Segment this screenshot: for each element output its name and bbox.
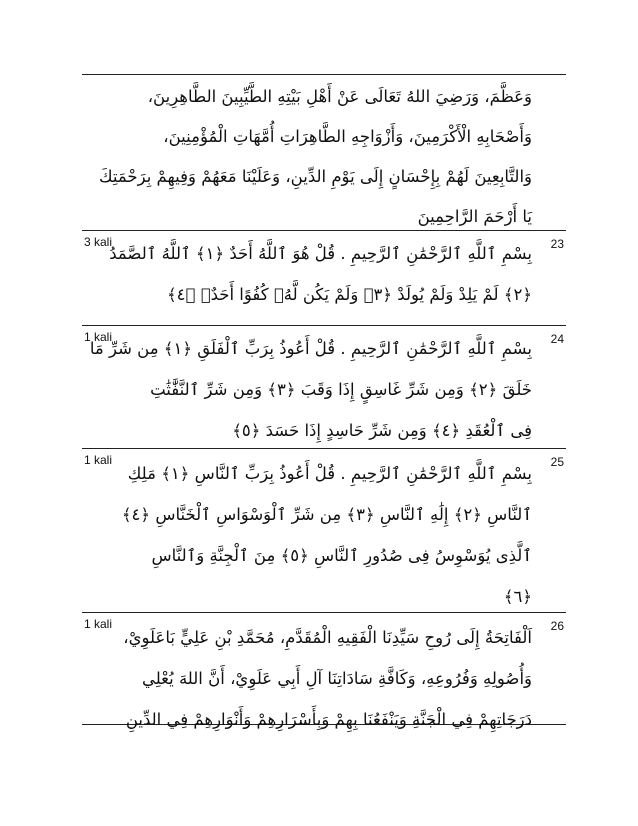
arabic-line: دَرَجَاتِهِمْ فِي الْجَنَّةِ وَيَنْفَعُنَا بِهِمْ وَبِأَسْرَارِهِمْ وَأَنْوَارِهِمْ فِي الدِّينِ bbox=[125, 710, 532, 729]
arabic-line: وَعَظَّمَ، وَرَضِيَ اللهُ تَعَالَى عَنْ أَهْلِ بَيْتِهِ الطَّيِّبِينَ الطَّاهِرِينَ، bbox=[147, 87, 532, 106]
repeat-count: 1 kali bbox=[84, 453, 113, 467]
arabic-line: ﴿٦﴾ bbox=[503, 587, 532, 606]
arabic-line: فِى ٱلْعُقَدِ ﴿٤﴾ وَمِن شَرِّ حَاسِدٍ إِذَا حَسَدَ ﴿٥﴾ bbox=[232, 421, 532, 440]
repeat-count: 1 kali bbox=[84, 617, 113, 631]
arabic-line: بِسْمِ ٱللَّهِ ٱلرَّحْمَٰنِ ٱلرَّحِيمِ . قُلْ هُوَ ٱللَّهُ أَحَدٌ ﴿١﴾ ٱللَّهُ ٱلصَّمَدُ bbox=[109, 244, 532, 263]
arabic-line: وَأَصْحَابِهِ الْأَكْرَمِينَ، وَأَزْوَاجِهِ الطَّاهِرَاتِ أُمَّهَاتِ الْمُؤْمِنِينَ، bbox=[163, 127, 532, 146]
arabic-line: خَلَقَ ﴿٢﴾ وَمِن شَرِّ غَاسِقٍ إِذَا وَقَبَ ﴿٣﴾ وَمِن شَرِّ ٱلنَّفَّٰثَٰتِ bbox=[150, 380, 532, 399]
dzikir-table bbox=[82, 74, 566, 729]
repeat-count: 3 kali bbox=[84, 235, 113, 249]
table-row bbox=[82, 612, 566, 729]
arabic-line: بِسْمِ ٱللَّهِ ٱلرَّحْمَٰنِ ٱلرَّحِيمِ . قُلْ أَعُوذُ بِرَبِّ ٱلنَّاسِ ﴿١﴾ مَلِكِ bbox=[127, 464, 532, 483]
table-row bbox=[82, 230, 566, 325]
item-number: 24 bbox=[550, 332, 564, 346]
item-number: 26 bbox=[550, 619, 564, 633]
item-number: 23 bbox=[550, 237, 564, 251]
table-row bbox=[82, 325, 566, 448]
arabic-line: وَأُصُولِهِ وَفُرُوعِهِ، وَكَافَّةِ سَادَاتِنَا آلِ أَبِي عَلَوِيْ، أَنَّ اللهَ يُعْلِي bbox=[141, 669, 532, 688]
item-number: 25 bbox=[550, 455, 564, 469]
table-row bbox=[82, 448, 566, 612]
arabic-text-block bbox=[109, 231, 532, 315]
arabic-line: ﴿٢﴾ لَمْ يَلِدْ وَلَمْ يُولَدْ ﴿٣﴾ وَلَمْ يَكُن لَّهُۥ كُفُوًا أَحَدٌۢ ﴿٤﴾ bbox=[167, 285, 532, 304]
arabic-line: يَا أَرْحَمَ الرَّاحِمِينَ bbox=[417, 207, 532, 226]
arabic-line: وَالتَّابِعِينَ لَهُمْ بِإِحْسَانٍ إِلَى يَوْمِ الدِّينِ، وَعَلَيْنَا مَعَهُمْ وَفِيهِمْ بِرَحْمَتِكَ bbox=[98, 167, 532, 186]
arabic-text-block bbox=[123, 613, 532, 740]
arabic-line: ٱلَّذِى يُوَسْوِسُ فِى صُدُورِ ٱلنَّاسِ ﴿٥﴾ مِنَ ٱلْجِنَّةِ وَٱلنَّاسِ bbox=[151, 546, 532, 565]
arabic-line: ٱلنَّاسِ ﴿٢﴾ إِلَٰهِ ٱلنَّاسِ ﴿٣﴾ مِن شَرِّ ٱلْوَسْوَاسِ ٱلْخَنَّاسِ ﴿٤﴾ bbox=[121, 505, 532, 524]
arabic-line: بِسْمِ ٱللَّهِ ٱلرَّحْمَٰنِ ٱلرَّحِيمِ . قُلْ أَعُوذُ بِرَبِّ ٱلْفَلَقِ ﴿١﴾ مِن شَرِّ مَا bbox=[89, 339, 532, 358]
arabic-text-block bbox=[98, 75, 532, 237]
arabic-line: اَلْفَاتِحَةُ إِلَى رُوحِ سَيِّدِنَا الْفَقِيهِ الْمُقَدَّمِ، مُحَمَّدِ بْنِ عَلِيٍّ بَاعَلَوِيْ، bbox=[123, 628, 532, 647]
table-row bbox=[82, 74, 566, 230]
arabic-text-block bbox=[121, 449, 532, 617]
repeat-count: 1 kali bbox=[84, 330, 113, 344]
